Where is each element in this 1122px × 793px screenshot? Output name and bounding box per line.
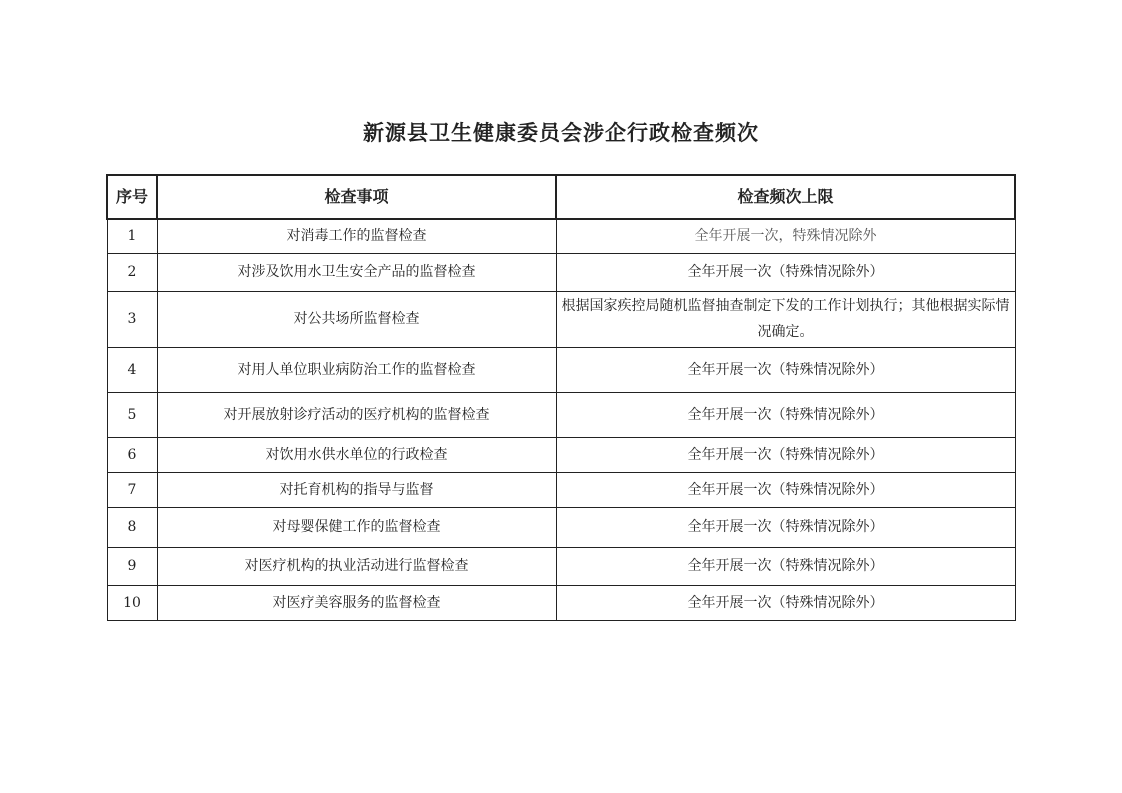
row-frequency: 全年开展一次（特殊情况除外） <box>556 507 1015 547</box>
row-frequency: 全年开展一次（特殊情况除外） <box>556 392 1015 437</box>
row-item: 对公共场所监督检查 <box>157 291 556 347</box>
table-row <box>107 437 1015 472</box>
table-row <box>107 585 1015 620</box>
row-frequency: 根据国家疾控局随机监督抽查制定下发的工作计划执行；其他根据实际情况确定。 <box>556 291 1015 347</box>
row-item: 对医疗机构的执业活动进行监督检查 <box>157 547 556 585</box>
row-item: 对用人单位职业病防治工作的监督检查 <box>157 347 556 392</box>
inspection-frequency-table <box>106 174 1016 621</box>
table-row <box>107 392 1015 437</box>
row-item: 对饮用水供水单位的行政检查 <box>157 437 556 472</box>
table-row <box>107 547 1015 585</box>
table-row <box>107 291 1015 347</box>
table-row <box>107 507 1015 547</box>
table-row <box>107 347 1015 392</box>
row-index: 4 <box>107 347 157 392</box>
table-row <box>107 472 1015 507</box>
row-index: 6 <box>107 437 157 472</box>
row-frequency: 全年开展一次（特殊情况除外） <box>556 547 1015 585</box>
row-index: 8 <box>107 507 157 547</box>
header-item: 检查事项 <box>157 175 556 219</box>
row-frequency: 全年开展一次（特殊情况除外） <box>556 437 1015 472</box>
row-index: 10 <box>107 585 157 620</box>
row-index: 9 <box>107 547 157 585</box>
row-index: 1 <box>107 219 157 253</box>
table-row <box>107 219 1015 253</box>
row-index: 2 <box>107 253 157 291</box>
row-frequency: 全年开展一次，特殊情况除外 <box>556 219 1015 253</box>
row-frequency: 全年开展一次（特殊情况除外） <box>556 472 1015 507</box>
table-row <box>107 253 1015 291</box>
row-index: 7 <box>107 472 157 507</box>
header-index: 序号 <box>107 175 157 219</box>
row-index: 5 <box>107 392 157 437</box>
header-frequency: 检查频次上限 <box>556 175 1015 219</box>
row-item: 对涉及饮用水卫生安全产品的监督检查 <box>157 253 556 291</box>
row-item: 对开展放射诊疗活动的医疗机构的监督检查 <box>157 392 556 437</box>
row-frequency: 全年开展一次（特殊情况除外） <box>556 585 1015 620</box>
row-item: 对消毒工作的监督检查 <box>157 219 556 253</box>
page-title: 新源县卫生健康委员会涉企行政检查频次 <box>363 120 759 145</box>
row-item: 对托育机构的指导与监督 <box>157 472 556 507</box>
row-frequency: 全年开展一次（特殊情况除外） <box>556 253 1015 291</box>
row-item: 对母婴保健工作的监督检查 <box>157 507 556 547</box>
row-frequency: 全年开展一次（特殊情况除外） <box>556 347 1015 392</box>
row-item: 对医疗美容服务的监督检查 <box>157 585 556 620</box>
row-index: 3 <box>107 291 157 347</box>
table-header-row <box>107 175 1015 219</box>
